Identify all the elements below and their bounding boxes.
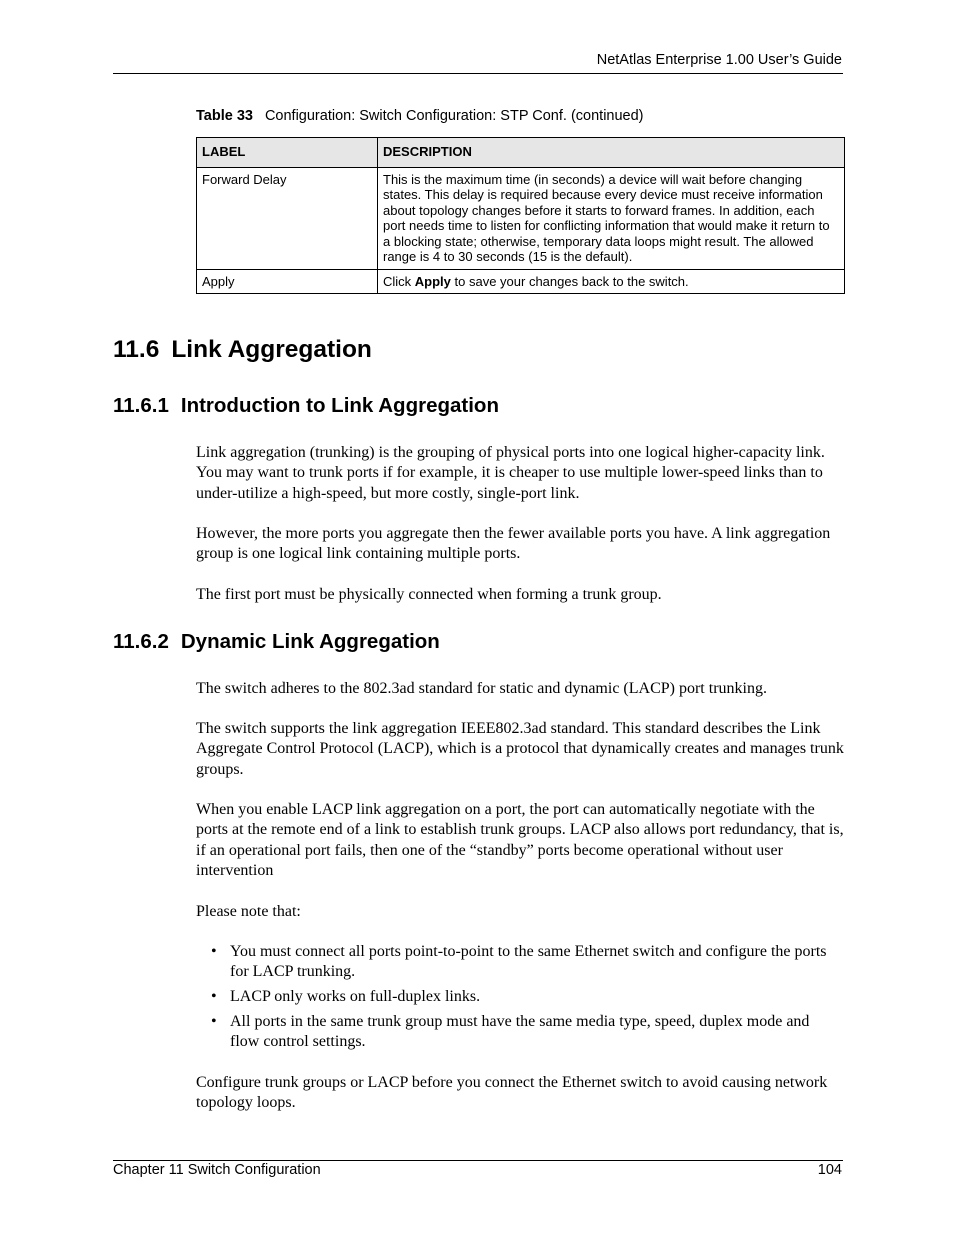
subsection-title: Introduction to Link Aggregation — [180, 394, 499, 417]
subsection-number: 11.6.1 — [113, 394, 169, 417]
subsection-title: Dynamic Link Aggregation — [180, 630, 440, 653]
bullet-icon: • — [211, 988, 217, 1005]
section-number: 11.6 — [113, 336, 160, 363]
list-item — [211, 1012, 841, 1053]
body-paragraph: Please note that: — [196, 903, 301, 920]
column-header-description: DESCRIPTION — [378, 138, 845, 168]
section-heading-link-aggregation — [113, 336, 372, 364]
row-label: Forward Delay — [197, 167, 378, 269]
table-caption-number: Table 33 — [196, 108, 253, 124]
column-header-label: LABEL — [197, 138, 378, 168]
body-paragraph: When you enable LACP link aggregation on a port, the port can automatically negotiate with the ports at the remote end of a link to establish trunk groups. LACP also allows port redundancy, that is, if an operational port fails, then one of the “standby” ports become operational without user intervention — [196, 801, 844, 879]
body-paragraph: However, the more ports you aggregate then the fewer available ports you have. A link aggregation group is one logical link containing multiple ports. — [196, 525, 831, 563]
list-item-text: All ports in the same trunk group must have the same media type, speed, duplex mode and flow control settings. — [230, 1013, 810, 1051]
body-paragraph: Configure trunk groups or LACP before you connect the Ethernet switch to avoid causing network topology loops. — [196, 1074, 828, 1112]
page-number: 104 — [817, 1162, 842, 1178]
bullet-icon: • — [211, 1013, 217, 1030]
description-bold-term: Apply — [414, 273, 451, 289]
body-paragraph: Link aggregation (trunking) is the grouping of physical ports into one logical higher-capacity link. You may want to trunk ports if for example, it is cheaper to use multiple lower-speed links than to under-utilize a high-speed, but more costly, single-port link. — [196, 444, 825, 502]
running-header-title: NetAtlas Enterprise 1.00 User’s Guide — [596, 52, 842, 68]
list-item — [211, 987, 841, 1007]
description-prefix: Click — [383, 273, 415, 289]
header-rule — [113, 73, 843, 74]
table-row — [197, 167, 845, 269]
list-item — [211, 942, 841, 983]
row-description: This is the maximum time (in seconds) a device will wait before changing states. This delay is required because every device must receive information about topology changes before it starts to forward frames. In addition, each port needs time to listen for conflicting information that would make it return to a blocking state; otherwise, temporary data loops might result. The allowed range is 4 to 30 seconds (15 is the default). — [378, 167, 845, 269]
row-description — [378, 269, 845, 294]
subsection-heading-dynamic — [113, 630, 440, 654]
table-caption-text: Configuration: Switch Configuration: STP Conf. (continued) — [264, 108, 644, 124]
list-item-text: You must connect all ports point-to-point to the same Ethernet switch and configure the ports for LACP trunking. — [230, 943, 827, 981]
table-header-row — [197, 138, 845, 168]
footer-chapter-title: Chapter 11 Switch Configuration — [113, 1162, 321, 1178]
row-label: Apply — [197, 269, 378, 294]
section-title: Link Aggregation — [171, 336, 372, 363]
body-paragraph: The switch adheres to the 802.3ad standard for static and dynamic (LACP) port trunking. — [196, 680, 767, 697]
bullet-icon: • — [211, 943, 217, 960]
body-paragraph: The first port must be physically connected when forming a trunk group. — [196, 586, 662, 603]
footer-rule — [113, 1160, 843, 1161]
stp-config-table — [196, 137, 845, 294]
body-paragraph: The switch supports the link aggregation IEEE802.3ad standard. This standard describes the Link Aggregate Control Protocol (LACP), which is a protocol that dynamically creates and manages trunk groups. — [196, 720, 844, 778]
table-row — [197, 269, 845, 294]
subsection-number: 11.6.2 — [113, 630, 169, 653]
table-caption — [196, 108, 644, 124]
description-suffix: to save your changes back to the switch. — [450, 273, 689, 289]
subsection-heading-introduction — [113, 394, 499, 418]
list-item-text: LACP only works on full-duplex links. — [230, 988, 481, 1005]
